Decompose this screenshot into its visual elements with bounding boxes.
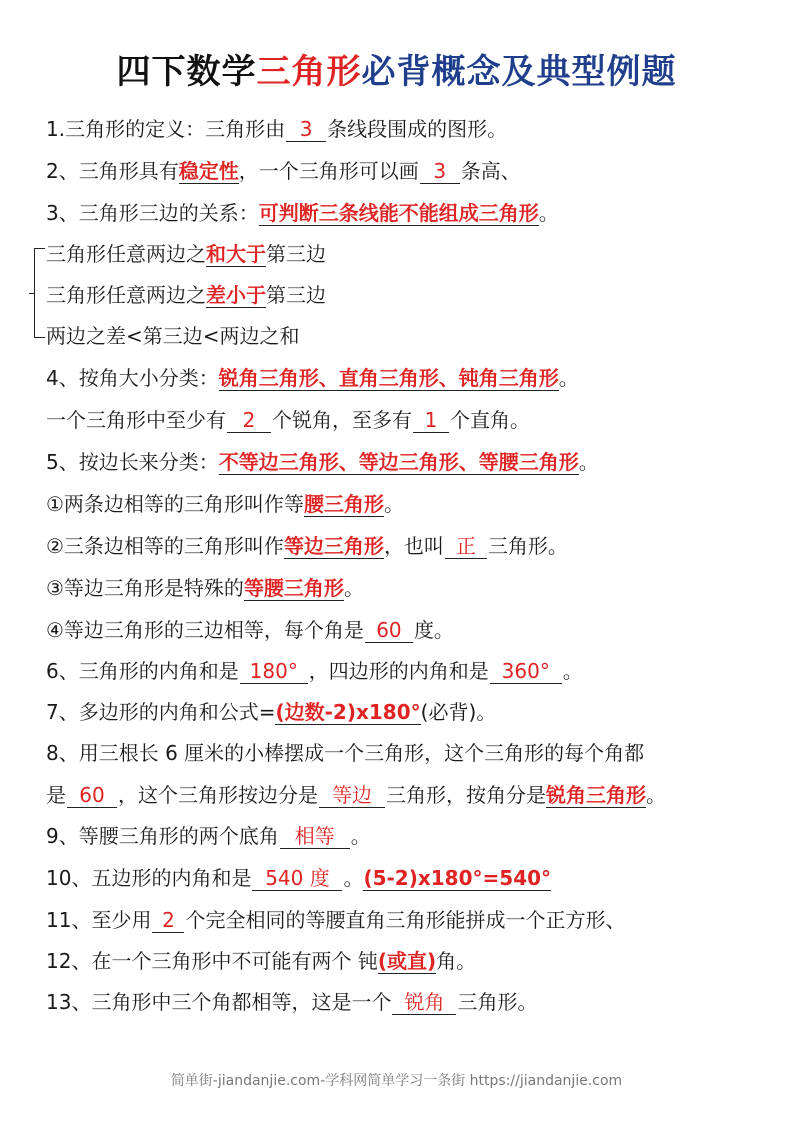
- text: 。: [538, 201, 559, 225]
- text: ，也叫: [383, 534, 444, 558]
- text: 三角形任意两边之: [46, 283, 206, 307]
- answer-blank: 60: [67, 783, 117, 808]
- text: 是: [46, 783, 66, 807]
- text: 三角形，按角分是: [386, 783, 546, 807]
- answer: (或直): [377, 949, 437, 973]
- text: 11、至少用: [46, 908, 152, 932]
- line-5: [46, 281, 326, 309]
- text: 一个三角形中至少有: [46, 408, 226, 432]
- text: 两边之差<第三边<两边之和: [46, 324, 300, 348]
- answer-blank: 等边: [319, 783, 385, 808]
- answer: 锐角三角形: [546, 783, 646, 807]
- text: 2、三角形具有: [46, 159, 179, 183]
- answer-blank: 3: [420, 159, 460, 184]
- text: ②三条边相等的三角形叫作: [46, 534, 284, 558]
- line-2: [46, 157, 521, 185]
- text: 3、三角形三边的关系：: [46, 201, 259, 225]
- brace-tick: [29, 293, 35, 294]
- footer: 简单街-jiandanjie.com-学科网简单学习一条街 https://jiandanjie.com: [170, 1073, 623, 1089]
- text: 。: [343, 576, 364, 600]
- answer-blank: 2: [152, 908, 184, 933]
- text: 个锐角，至多有: [272, 408, 412, 432]
- text: 13、三角形中三个角都相等，这是一个: [46, 990, 392, 1014]
- line-17: [46, 781, 666, 809]
- text: ，四边形的内角和是: [308, 659, 489, 683]
- answer-blank: 360°: [490, 659, 562, 684]
- answer-blank: 180°: [240, 659, 308, 684]
- line-13: [46, 616, 454, 644]
- text: 7、多边形的内角和公式=: [46, 700, 276, 724]
- line-11: [46, 532, 568, 560]
- answer-blank: 1: [413, 408, 449, 433]
- line-14: [46, 657, 583, 685]
- line-22: [46, 988, 537, 1016]
- brace: [34, 248, 45, 338]
- answer: 腰三角形: [303, 492, 384, 516]
- title-part1: 四下数学: [116, 52, 257, 92]
- text: 5、按边长来分类：: [46, 450, 219, 474]
- title-part3: 必背概念及典型例题: [361, 52, 677, 92]
- line-12: [46, 574, 364, 602]
- answer-blank: 锐角: [392, 990, 456, 1015]
- page-title: [0, 44, 793, 93]
- answer-blank: 相等: [280, 824, 350, 849]
- text: 12、在一个三角形中不可能有两个 钝: [46, 949, 378, 973]
- line-19: [46, 864, 551, 892]
- text: 。: [343, 866, 364, 890]
- answer: 锐角三角形、直角三角形、钝角三角形: [218, 366, 559, 390]
- text: ①两条边相等的三角形叫作等: [46, 492, 304, 516]
- text: 。: [558, 366, 579, 390]
- answer: 等腰三角形: [243, 576, 344, 600]
- line-20: [46, 906, 625, 934]
- answer-blank: 3: [286, 117, 326, 142]
- text: 。: [578, 450, 599, 474]
- text: 。: [646, 783, 666, 807]
- text: 度。: [413, 618, 454, 642]
- text: 。: [562, 659, 583, 683]
- answer: 可判断三条线能不能组成三角形: [258, 201, 539, 225]
- line-8: [46, 406, 530, 434]
- text: ，一个三角形可以画: [238, 159, 419, 183]
- text: 。: [383, 492, 404, 516]
- line-16: [46, 739, 644, 767]
- text: 。: [350, 824, 371, 848]
- line-21: [46, 947, 476, 975]
- answer: 等边三角形: [283, 534, 384, 558]
- answer-blank: 540 度: [252, 866, 342, 891]
- answer-blank: 2: [227, 408, 271, 433]
- text: 条高、: [460, 159, 521, 183]
- answer-blank: 正: [445, 534, 487, 559]
- answer: 稳定性: [178, 159, 239, 183]
- answer: 差小于: [206, 283, 266, 307]
- text: 个完全相同的等腰直角三角形能拼成一个正方形、: [185, 908, 626, 932]
- answer: (边数-2)x180°: [275, 700, 421, 724]
- line-10: [46, 490, 404, 518]
- line-9: [46, 448, 599, 476]
- line-15: [46, 698, 496, 726]
- text: 个直角。: [450, 408, 530, 432]
- text: (必背)。: [420, 700, 497, 724]
- line-18: [46, 822, 371, 850]
- text: 三角形任意两边之: [46, 242, 206, 266]
- text: ④等边三角形的三边相等，每个角是: [46, 618, 364, 642]
- text: 1.三角形的定义：三角形由: [46, 117, 286, 141]
- text: 8、用三根长 6 厘米的小棒摆成一个三角形，这个三角形的每个角都: [46, 741, 645, 765]
- text: 4、按角大小分类：: [46, 366, 219, 390]
- answer-blank: 60: [365, 618, 413, 643]
- text: 条线段围成的图形。: [327, 117, 508, 141]
- text: ③等边三角形是特殊的: [46, 576, 244, 600]
- text: 三角形。: [457, 990, 538, 1014]
- text: 9、等腰三角形的两个底角: [46, 824, 279, 848]
- text: 6、三角形的内角和是: [46, 659, 239, 683]
- text: ，这个三角形按边分是: [118, 783, 318, 807]
- line-1: [46, 115, 507, 143]
- text: 第三边: [266, 242, 326, 266]
- text: 10、五边形的内角和是: [46, 866, 252, 890]
- answer: 不等边三角形、等边三角形、等腰三角形: [218, 450, 579, 474]
- text: 三角形。: [487, 534, 568, 558]
- answer: (5-2)x180°=540°: [363, 866, 552, 890]
- text: 第三边: [266, 283, 326, 307]
- line-6: [46, 322, 300, 350]
- line-3: [46, 199, 559, 227]
- line-7: [46, 364, 579, 392]
- title-part2: 三角形: [256, 52, 362, 92]
- answer: 和大于: [206, 242, 266, 266]
- line-4: [46, 240, 326, 268]
- text: 角。: [436, 949, 477, 973]
